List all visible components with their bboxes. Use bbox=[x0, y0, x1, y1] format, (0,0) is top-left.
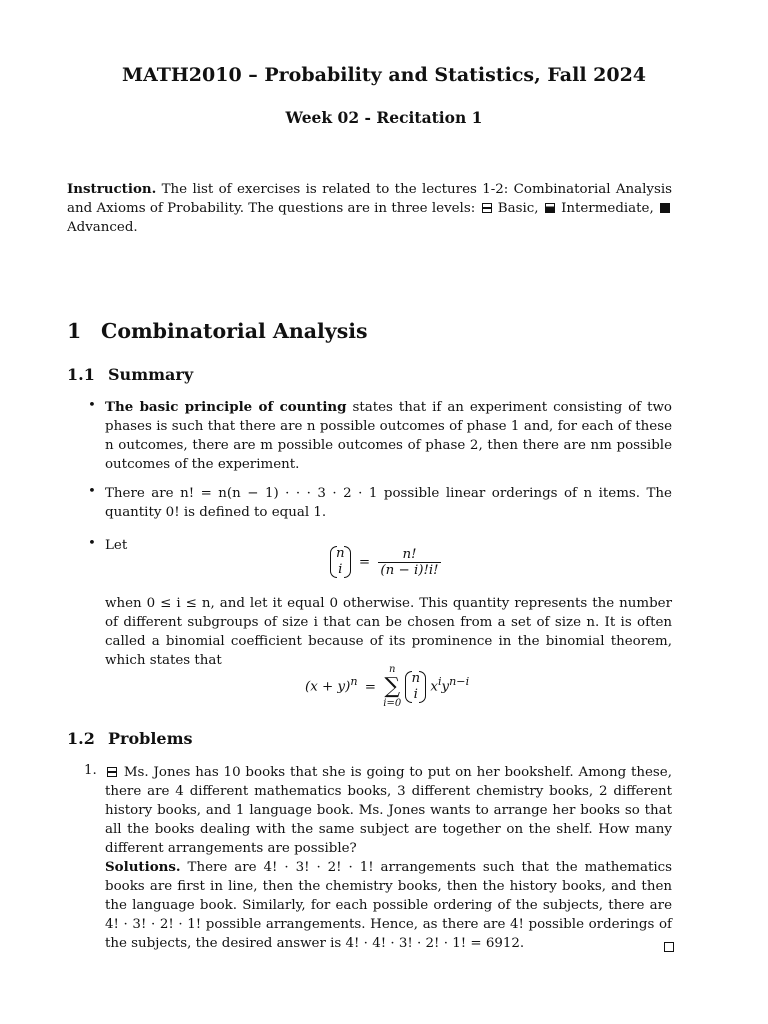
problem-number: 1. bbox=[84, 763, 97, 778]
binomial-coefficient: n i bbox=[405, 671, 426, 703]
subsection-number: 1.2 bbox=[67, 729, 95, 748]
basic-level-icon bbox=[107, 767, 117, 777]
subsection-heading-problems bbox=[67, 729, 193, 748]
bullet-1-bold: The basic principle of counting bbox=[105, 399, 347, 415]
instruction-text: The list of exercises is related to the lectures 1-2: Combinatorial Analysis and Axioms of Probability. The questions are in three levels: bbox=[67, 182, 672, 216]
bullet-icon: • bbox=[88, 536, 96, 551]
summation-symbol: n ∑ i=0 bbox=[383, 664, 402, 709]
subsection-number: 1.1 bbox=[67, 365, 95, 384]
binomial-theorem-equation: $(x + y)^n$ = n ∑ i=0 n i $x^iy^{n-i}$ bbox=[305, 664, 470, 709]
advanced-level-icon bbox=[660, 203, 670, 213]
advanced-level-label: Advanced. bbox=[67, 220, 138, 235]
document-subtitle: Week 02 - Recitation 1 bbox=[285, 108, 483, 127]
qed-icon bbox=[660, 937, 674, 956]
section-title: Combinatorial Analysis bbox=[101, 319, 368, 343]
binomial-definition-equation: n i = $\frac{n!}{(n - i)!i!}$ bbox=[330, 546, 441, 578]
subsection-heading-summary bbox=[67, 365, 193, 384]
document-title: MATH2010 – Probability and Statistics, Fall 2024 bbox=[121, 64, 647, 86]
solution-label: Solutions. bbox=[105, 859, 181, 875]
basic-level-label: Basic, bbox=[493, 201, 543, 216]
binomial-coefficient: n i bbox=[330, 546, 351, 578]
problem-1-text: Ms. Jones has 10 books that she is going to put on her bookshelf. Among these, there are 4 different mathematics books, 3 different chemistry books, 2 different history books, and 1 language book. Ms. Jones wants to arrange her books so that all the books dealing with the same subject are together on the shelf. How many different arrangements are possible? bbox=[105, 765, 672, 856]
subsection-title: Summary bbox=[108, 365, 194, 384]
section-heading bbox=[67, 319, 368, 343]
subsection-title: Problems bbox=[108, 729, 193, 748]
bullet-icon: • bbox=[88, 398, 96, 413]
problem-1-solution bbox=[105, 858, 672, 953]
summary-bullet-3-text: when 0 ≤ i ≤ n, and let it equal 0 otherwise. This quantity represents the number of different subgroups of size i that can be chosen from a set of size n. It is often called a binomial coefficient because of its prominence in the binomial theorem, which states that bbox=[105, 596, 672, 668]
intermediate-level-label: Intermediate, bbox=[556, 201, 658, 216]
summary-bullet-2: There are n! = n(n − 1) · · · 3 · 2 · 1 possible linear orderings of n items. The quantity 0! is defined to equal 1. bbox=[105, 486, 672, 520]
section-number: 1 bbox=[67, 319, 82, 343]
instruction-label: Instruction. bbox=[67, 181, 157, 197]
intermediate-level-icon bbox=[545, 203, 555, 213]
binomial-fraction: $\frac{n!}{(n - i)!i!}$ bbox=[380, 546, 439, 578]
instruction-paragraph bbox=[67, 180, 672, 237]
bullet-icon: • bbox=[88, 484, 96, 499]
problem-1-statement bbox=[105, 763, 672, 858]
bullet-1-text: states that if an experiment consisting of two phases is such that there are n possible outcomes of phase 1 and, for each of these n outcomes, there are m possible outcomes of phase 2, then there are nm possible outcomes of the experiment. bbox=[105, 400, 672, 472]
summary-bullet-1 bbox=[105, 398, 672, 474]
summary-bullet-3-lead: Let bbox=[105, 538, 128, 553]
solution-text: There are 4! · 3! · 2! · 1! arrangements such that the mathematics books are first in line, then the chemistry books, then the history books, and then the language book. Similarly, for each possible ordering of the subjects, there are 4! · 3! · 2! · 1! possible arrangements. Hence, as there are 4! possible orderings of the subjects, the desired answer is 4! · 4! · 3! · 2! · 1! = 6912. bbox=[105, 860, 672, 951]
basic-level-icon bbox=[482, 203, 492, 213]
